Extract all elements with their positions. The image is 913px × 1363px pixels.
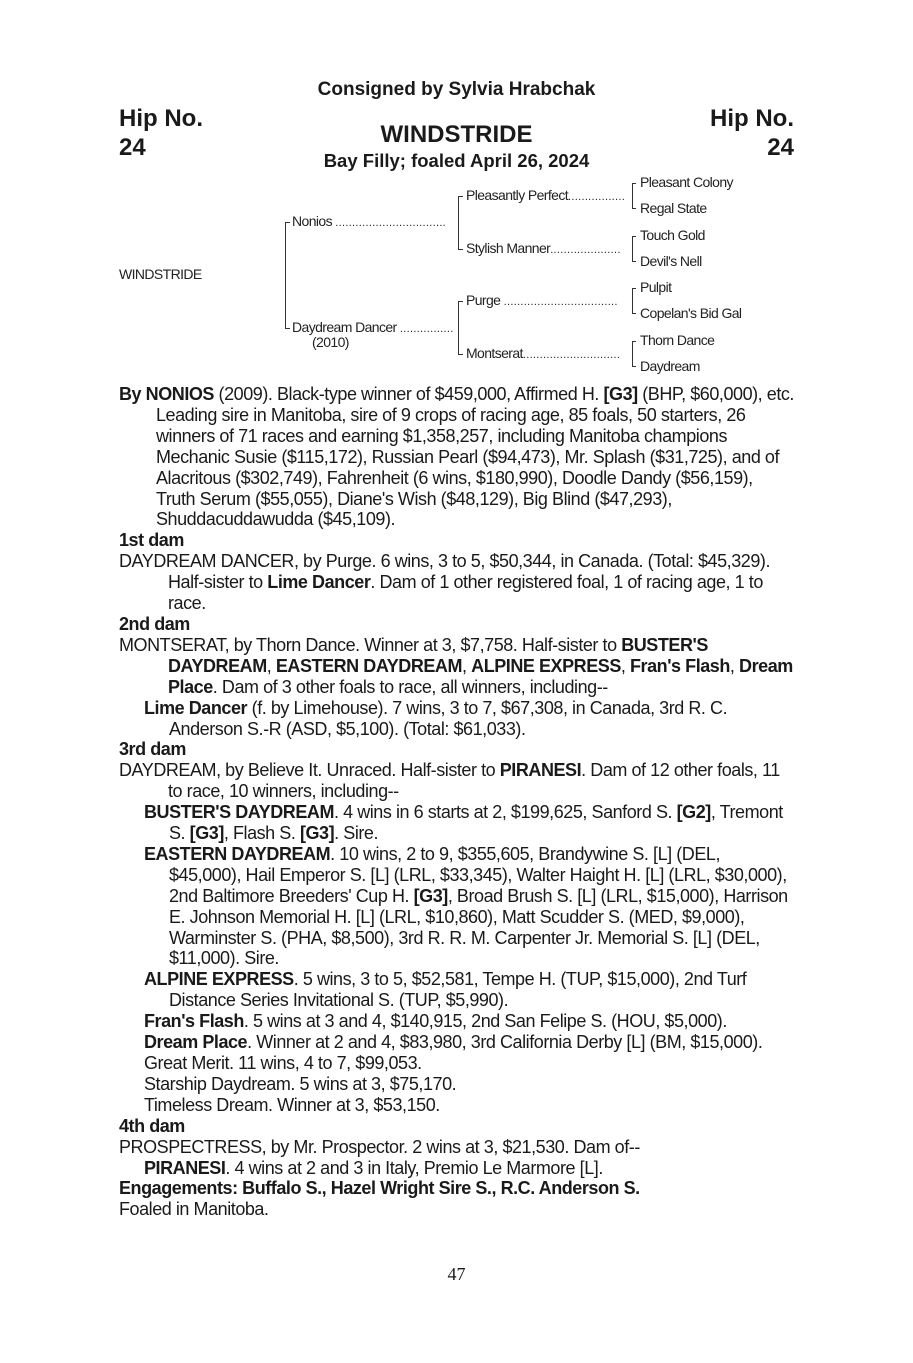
grade-label: [G2] bbox=[676, 802, 711, 823]
pedigree-bracket bbox=[632, 236, 633, 262]
second-dam-paragraph bbox=[119, 635, 794, 698]
pedigree-ggen-6: Copelan's Bid Gal bbox=[640, 305, 742, 321]
dam-name: Daydream Dancer bbox=[292, 319, 397, 335]
pedigree-bracket bbox=[458, 301, 463, 302]
pedigree-bracket bbox=[458, 354, 463, 355]
grade-label: [G3] bbox=[189, 823, 224, 844]
pedigree-bracket bbox=[632, 261, 636, 262]
horse-ref: Dream Place bbox=[144, 1032, 248, 1053]
separator: , bbox=[729, 655, 740, 676]
pedigree-bracket bbox=[458, 196, 459, 250]
third-dam-heading: 3rd dam bbox=[119, 739, 186, 760]
produce-text: . 4 wins in 6 starts at 2, $199,625, Sanford S. bbox=[334, 802, 677, 823]
produce-text: , Flash S. bbox=[223, 823, 300, 844]
hip-label: Hip No. bbox=[119, 105, 203, 132]
produce-entry bbox=[119, 1011, 794, 1032]
hip-number: 24 bbox=[119, 134, 146, 161]
leader-dots: ..................... bbox=[550, 244, 621, 256]
pedigree-dam-year: (2010) bbox=[312, 334, 349, 350]
pedigree-ggen-8: Daydream bbox=[640, 358, 700, 374]
pedigree-bracket bbox=[458, 196, 463, 197]
produce-text: , Tremont S. bbox=[169, 802, 783, 844]
pedigree-subject: WINDSTRIDE bbox=[119, 266, 202, 282]
pedigree-ggen-5: Pulpit bbox=[640, 279, 672, 295]
pedigree-dam-dam bbox=[466, 345, 620, 361]
dam-text: . Dam of 12 other foals, 11 to race, 10 winners, including-- bbox=[168, 760, 780, 802]
grade-label: [G3] bbox=[413, 885, 448, 906]
sire-text: (BHP, $60,000), etc. Leading sire in Manitoba, sire of 9 crops of racing age, 85 foals, 50 starters, 26 winners of 71 races and earning $1,358,257, including Manitoba champions Mechanic Susie ($115,172), Russian Pearl ($94,473), Mr. Splash ($31,725), and of Alacritous ($302,749), Fahrenheit (6 wins, $180,990), Doodle Dandy ($56,159), Truth Serum ($55,055), Diane's Wish ($48,129), Big Blind ($47,293), Shuddacuddawudda ($45,109). bbox=[156, 384, 794, 530]
pedigree-bracket bbox=[632, 366, 636, 367]
leader-dots: ................ bbox=[399, 323, 454, 335]
pedigree-ggen-4: Devil's Nell bbox=[640, 253, 702, 269]
dam-dam-name: Montserat bbox=[466, 345, 523, 361]
horse-ref: EASTERN DAYDREAM bbox=[144, 843, 331, 864]
fourth-dam-heading: 4th dam bbox=[119, 1115, 185, 1136]
horse-ref: Dream Place bbox=[168, 655, 793, 697]
separator: , bbox=[462, 655, 472, 676]
separator: , bbox=[620, 655, 630, 676]
catalogue-body bbox=[119, 384, 794, 1220]
dam-text: . Dam of 3 other foals to race, all winners, including-- bbox=[212, 676, 608, 697]
dam-text: MONTSERAT, by Thorn Dance. Winner at 3, $7,758. Half-sister to bbox=[119, 634, 622, 655]
horse-ref: BUSTER'S DAYDREAM bbox=[144, 802, 334, 823]
pedigree-bracket bbox=[632, 183, 636, 184]
horse-ref: ALPINE EXPRESS bbox=[144, 969, 294, 990]
sire-lead: By bbox=[119, 384, 146, 404]
hip-number: 24 bbox=[767, 134, 794, 161]
dam-text: . Dam of 1 other registered foal, 1 of racing age, 1 to race. bbox=[168, 572, 763, 614]
produce-entry bbox=[119, 844, 794, 969]
pedigree-bracket bbox=[285, 222, 290, 223]
produce-text: . Sire. bbox=[334, 823, 379, 844]
sire-name: NONIOS bbox=[145, 384, 214, 404]
pedigree-bracket bbox=[632, 236, 636, 237]
produce-text: . 10 wins, 2 to 9, $355,605, Brandywine S. [L] (DEL, $45,000), Hail Emperor S. [L] (LRL, $33,345), Walter Haight H. [L] (LRL, $30,000), 2nd Baltimore Breeders' Cup H. bbox=[169, 843, 787, 906]
first-dam-heading: 1st dam bbox=[119, 530, 184, 551]
dam-text: DAYDREAM, by Believe It. Unraced. Half-sister to bbox=[119, 760, 500, 781]
separator: , bbox=[266, 655, 276, 676]
pedigree-bracket bbox=[632, 208, 636, 209]
dam-text: DAYDREAM DANCER, by Purge. 6 wins, 3 to 5, $50,344, in Canada. (Total: $45,329). Half-sister to bbox=[119, 551, 771, 593]
produce-text: . 5 wins at 3 and 4, $140,915, 2nd San Felipe S. (HOU, $5,000). bbox=[243, 1011, 727, 1032]
pedigree-ggen-7: Thorn Dance bbox=[640, 332, 715, 348]
leader-dots: ................................. bbox=[335, 217, 447, 229]
horse-description: Bay Filly; foaled April 26, 2024 bbox=[323, 150, 590, 171]
pedigree-bracket bbox=[285, 328, 290, 329]
grade-label: [G3] bbox=[299, 823, 335, 844]
third-dam-paragraph bbox=[119, 760, 794, 802]
engagements: Engagements: Buffalo S., Hazel Wright Sire S., R.C. Anderson S. bbox=[119, 1178, 640, 1199]
horse-name: WINDSTRIDE bbox=[380, 121, 533, 148]
pedigree-bracket bbox=[632, 341, 636, 342]
pedigree-sire bbox=[292, 213, 446, 229]
horse-ref: Lime Dancer bbox=[267, 572, 371, 593]
produce-entry bbox=[119, 1032, 794, 1053]
pedigree-bracket bbox=[632, 183, 633, 209]
produce-text: . 5 wins, 3 to 5, $52,581, Tempe H. (TUP, $15,000), 2nd Turf Distance Series Invitational S. (TUP, $5,990). bbox=[169, 969, 747, 1011]
second-dam-heading: 2nd dam bbox=[119, 613, 190, 634]
consignor-line: Consigned by Sylvia Hrabchak bbox=[317, 79, 596, 100]
hip-label: Hip No. bbox=[710, 105, 794, 132]
horse-ref: ALPINE EXPRESS bbox=[471, 655, 621, 676]
horse-ref: PIRANESI bbox=[499, 760, 582, 781]
produce-entry: Starship Daydream. 5 wins at 3, $75,170. bbox=[144, 1073, 457, 1094]
pedigree-bracket bbox=[632, 288, 636, 289]
pedigree-sire-dam bbox=[466, 240, 621, 256]
leader-dots: ................. bbox=[568, 191, 626, 203]
dam-sire-name: Purge bbox=[466, 292, 501, 308]
pedigree-ggen-3: Touch Gold bbox=[640, 227, 705, 243]
pedigree-dam bbox=[292, 319, 454, 335]
produce-text: (f. by Limehouse). 7 wins, 3 to 7, $67,308, in Canada, 3rd R. C. Anderson S.-R (ASD, $5,100). (Total: $61,033). bbox=[169, 697, 728, 739]
horse-ref: EASTERN DAYDREAM bbox=[275, 655, 463, 676]
produce-text: . 4 wins at 2 and 3 in Italy, Premio Le Marmore [L]. bbox=[225, 1157, 603, 1178]
horse-ref: BUSTER'S DAYDREAM bbox=[168, 634, 708, 676]
horse-ref: Fran's Flash bbox=[630, 655, 730, 676]
sire-text: (2009). Black-type winner of $459,000, Affirmed H. bbox=[213, 384, 604, 404]
pedigree-sire-sire bbox=[466, 187, 625, 203]
horse-ref: Lime Dancer bbox=[144, 697, 248, 718]
produce-text: . Winner at 2 and 4, $83,980, 3rd California Derby [L] (BM, $15,000). bbox=[247, 1032, 763, 1053]
page-number: 47 bbox=[447, 1264, 466, 1284]
first-dam-paragraph bbox=[119, 551, 794, 614]
produce-entry bbox=[119, 969, 794, 1011]
sire-dam-name: Stylish Manner bbox=[466, 240, 551, 256]
leader-dots: .................................. bbox=[503, 296, 618, 308]
pedigree-bracket bbox=[632, 313, 636, 314]
produce-entry: Great Merit. 11 wins, 4 to 7, $99,053. bbox=[144, 1053, 422, 1073]
leader-dots: ............................. bbox=[522, 349, 621, 361]
pedigree-bracket bbox=[632, 288, 633, 314]
pedigree-bracket bbox=[458, 249, 463, 250]
pedigree-ggen-2: Regal State bbox=[640, 200, 707, 216]
produce-entry bbox=[119, 802, 794, 844]
horse-ref: Fran's Flash bbox=[144, 1011, 244, 1032]
foaled-in: Foaled in Manitoba. bbox=[119, 1199, 269, 1220]
sire-paragraph bbox=[119, 384, 794, 530]
pedigree-bracket bbox=[632, 341, 633, 367]
horse-ref: PIRANESI bbox=[144, 1157, 226, 1178]
fourth-dam-paragraph: PROSPECTRESS, by Mr. Prospector. 2 wins at 3, $21,530. Dam of-- bbox=[119, 1136, 640, 1157]
pedigree-bracket bbox=[285, 222, 286, 329]
pedigree-dam-sire bbox=[466, 292, 618, 308]
grade-label: [G3] bbox=[603, 384, 638, 404]
produce-entry: Timeless Dream. Winner at 3, $53,150. bbox=[144, 1094, 440, 1115]
produce-entry bbox=[119, 1158, 794, 1179]
pedigree-bracket bbox=[458, 301, 459, 355]
sire-name: Nonios bbox=[292, 213, 332, 229]
pedigree-ggen-1: Pleasant Colony bbox=[640, 174, 733, 190]
produce-text: , Broad Brush S. [L] (LRL, $15,000), Harrison E. Johnson Memorial H. [L] (LRL, $10,860), Matt Scudder S. (MED, $9,000), Warminster S. (PHA, $8,500), 3rd R. R. M. Carpenter Jr. Memorial S. [L] (DEL, $11,000). Sire. bbox=[169, 885, 788, 969]
sire-sire-name: Pleasantly Perfect bbox=[466, 187, 569, 203]
produce-entry bbox=[119, 698, 794, 740]
